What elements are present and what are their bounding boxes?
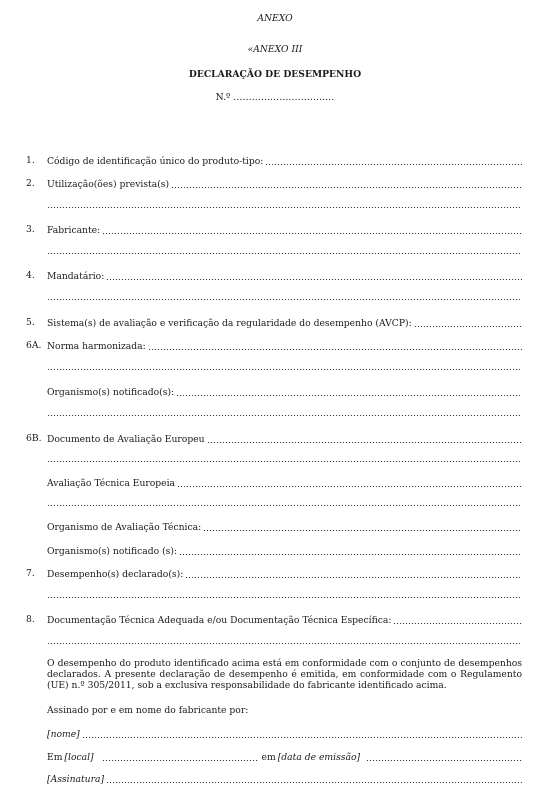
fill-dots — [414, 326, 522, 327]
item-2-label: Utilização(ões) prevista(s) — [47, 179, 170, 190]
item-8-label: Documentação Técnica Adequada e/ou Documentação Técnica Específica: — [47, 615, 392, 626]
item-7-number: 7. — [26, 568, 35, 579]
item-8-number: 8. — [26, 614, 35, 625]
item-6b-eta-label: Avaliação Técnica Europeia — [47, 478, 176, 489]
item-6a-notified-label: Organismo(s) notificado(s): — [47, 387, 175, 398]
item-2-number: 2. — [26, 178, 35, 189]
fill-dots — [393, 623, 522, 624]
fill-dots — [171, 187, 522, 188]
fill-dots — [82, 737, 522, 738]
fill-dots — [265, 164, 522, 165]
place-date-line — [47, 751, 522, 763]
fill-dots — [176, 395, 522, 396]
item-8-extra-line — [47, 643, 522, 644]
item-6a-notified-extra-line — [47, 415, 522, 416]
name-line — [47, 728, 522, 740]
item-7-line — [47, 568, 522, 580]
annex-iii-heading: «ANEXO III — [247, 44, 303, 55]
item-6b-notified-label: Organismo(s) notificado (s): — [47, 546, 178, 557]
em-label: Em — [47, 752, 63, 763]
item-2-extra-line — [47, 207, 522, 208]
item-1-line — [47, 155, 522, 167]
item-4-line — [47, 270, 522, 282]
fill-dots — [102, 233, 522, 234]
item-6b-eta-extra-line — [47, 505, 522, 506]
fill-dots — [106, 279, 522, 280]
item-5-number: 5. — [26, 317, 35, 328]
name-placeholder: [nome] — [47, 729, 80, 740]
item-6a-notified-line — [47, 386, 522, 398]
item-3-number: 3. — [26, 224, 35, 235]
fill-dots — [177, 486, 522, 487]
item-6b-line — [47, 433, 522, 445]
item-4-extra-line — [47, 299, 522, 300]
item-3-label: Fabricante: — [47, 225, 101, 236]
item-6b-tab-label: Organismo de Avaliação Técnica: — [47, 522, 202, 533]
fill-dots — [148, 349, 522, 350]
item-6a-number: 6A. — [26, 340, 42, 351]
signed-by-text: Assinado por e em nome do fabricante por: — [47, 705, 249, 716]
date-placeholder: [data de emissão] — [277, 752, 361, 763]
em2-label: em — [261, 752, 276, 763]
item-7-extra-line — [47, 597, 522, 598]
item-6a-label: Norma harmonizada: — [47, 341, 146, 352]
fill-dots — [185, 577, 522, 578]
item-7-label: Desempenho(s) declarado(s): — [47, 569, 184, 580]
item-6b-extra-line — [47, 461, 522, 462]
fill-dots — [203, 530, 522, 531]
item-2-line — [47, 178, 522, 190]
item-6a-line — [47, 340, 522, 352]
local-placeholder: [local] — [64, 752, 94, 763]
item-1-number: 1. — [26, 155, 35, 166]
item-3-line — [47, 224, 522, 236]
fill-dots — [207, 442, 522, 443]
item-4-label: Mandatário: — [47, 271, 105, 282]
item-6b-notified-line — [47, 545, 522, 557]
fill-dots — [106, 782, 522, 783]
item-3-extra-line — [47, 253, 522, 254]
item-6b-number: 6B. — [26, 433, 42, 444]
declaration-number: N.º …………………………… — [215, 92, 335, 103]
item-8-line — [47, 614, 522, 626]
item-4-number: 4. — [26, 270, 35, 281]
item-6b-eta-line — [47, 477, 522, 489]
item-6b-label: Documento de Avaliação Europeu — [47, 434, 205, 445]
annex-heading: ANEXO — [257, 13, 293, 24]
item-6b-tab-line — [47, 521, 522, 533]
item-1-label: Código de identificação único do produto-tipo: — [47, 156, 264, 167]
fill-dots — [366, 760, 522, 761]
item-6a-extra-line — [47, 369, 522, 370]
signature-placeholder: [Assinatura] — [47, 774, 105, 785]
conformity-statement: O desempenho do produto identificado acima está em conformidade com o conjunto de desempenhos declarados. A presente declaração de desempenho é emitida, em conformidade com o Regulamento (UE) n.º 305/2011, sob a exclusiva responsabilidade do fabricante identificado acima. — [47, 658, 522, 691]
signature-line — [47, 773, 522, 785]
item-5-label: Sistema(s) de avaliação e verificação da regularidade do desempenho (AVCP): — [47, 318, 412, 329]
fill-dots — [102, 760, 258, 761]
fill-dots — [179, 554, 522, 555]
item-5-line — [47, 317, 522, 329]
document-title: DECLARAÇÃO DE DESEMPENHO — [188, 69, 362, 80]
